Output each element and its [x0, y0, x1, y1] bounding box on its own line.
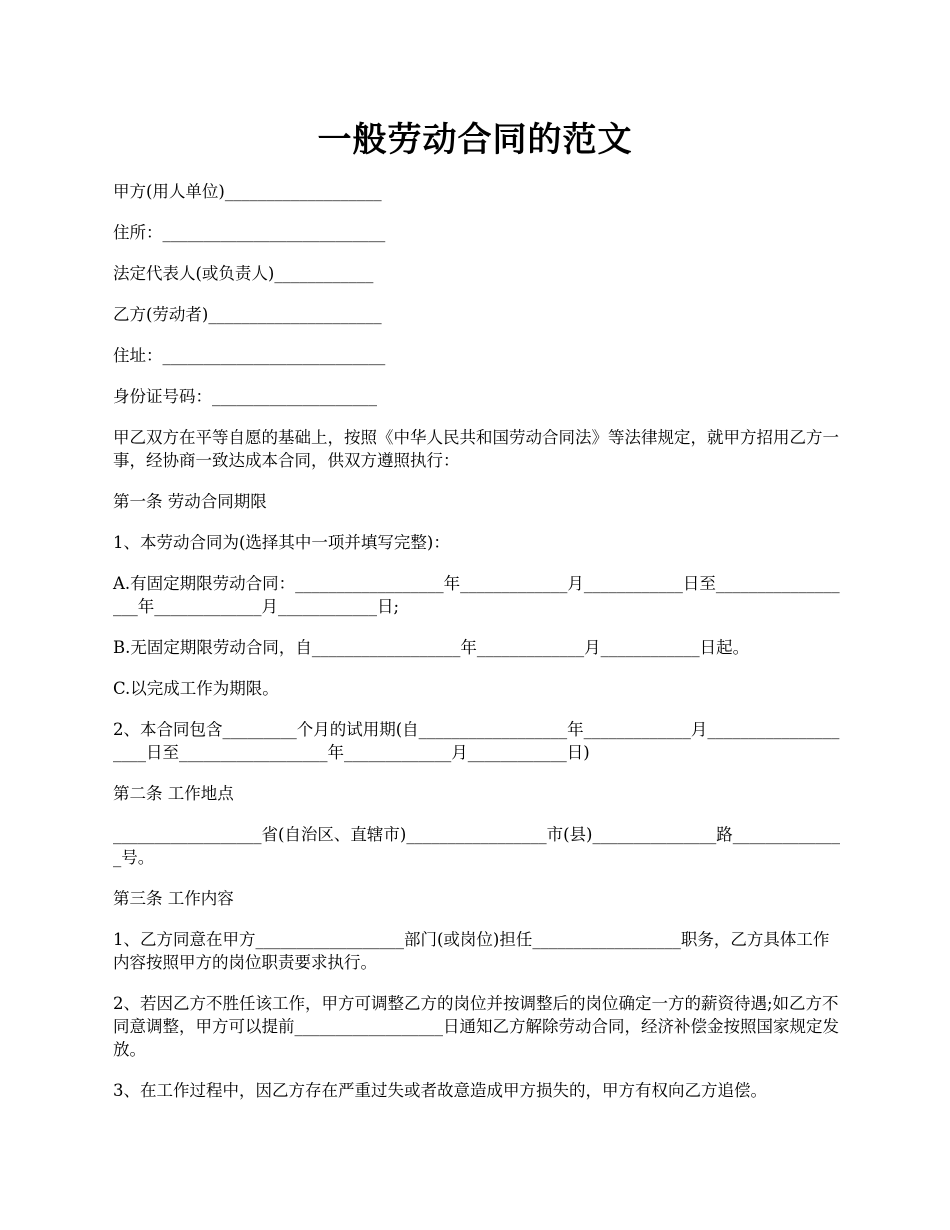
- preamble-paragraph: 甲乙双方在平等自愿的基础上，按照《中华人民共和国劳动合同法》等法律规定，就甲方招用乙方一事，经协商一致达成本合同，供双方遵照执行：: [113, 428, 839, 470]
- article-1-clause-2: 2、本合同包含_________个月的试用期(自__________________年_____________月____________________日至__________________年_____________月____________日): [113, 720, 840, 762]
- article-3-heading: 第三条 工作内容: [113, 889, 234, 908]
- document-title: 一般劳动合同的范文: [317, 120, 633, 160]
- option-a-fixed-term: A.有固定期限劳动合同：__________________年_____________月____________日至__________________年_____________月____________日;: [113, 574, 840, 616]
- option-b-open-term: B.无固定期限劳动合同，自__________________年_____________月____________日起。: [113, 638, 750, 657]
- article-1-clause-1: 1、本劳动合同为(选择其中一项并填写完整)：: [113, 533, 450, 552]
- legal-representative-line: 法定代表人(或负责人)____________: [113, 264, 374, 283]
- party-a-line: 甲方(用人单位)___________________: [113, 182, 382, 201]
- article-3-clause-3: 3、在工作过程中，因乙方存在严重过失或者故意造成甲方损失的，甲方有权向乙方追偿。: [113, 1081, 767, 1100]
- party-b-line: 乙方(劳动者)_____________________: [113, 305, 382, 324]
- party-a-address-line: 住所：___________________________: [113, 223, 386, 242]
- option-c-task-term: C.以完成工作为期限。: [113, 679, 279, 698]
- article-1-heading: 第一条 劳动合同期限: [113, 492, 267, 511]
- party-b-address-line: 住址：___________________________: [113, 346, 386, 365]
- work-location-line: __________________省(自治区、直辖市)_________________市(县)_______________路______________号。: [113, 825, 840, 867]
- article-3-clause-1: 1、乙方同意在甲方__________________部门(或岗位)担任__________________职务，乙方具体工作内容按照甲方的岗位职责要求执行。: [113, 930, 830, 972]
- article-2-heading: 第二条 工作地点: [113, 784, 234, 803]
- article-3-clause-2: 2、若因乙方不胜任该工作，甲方可调整乙方的岗位并按调整后的岗位确定一方的薪资待遇;如乙方不同意调整，甲方可以提前__________________日通知乙方解除劳动合同，经济补偿金按照国家规定发放。: [113, 994, 839, 1059]
- document-body: [113, 180, 841, 1120]
- id-number-line: 身份证号码：____________________: [113, 387, 377, 406]
